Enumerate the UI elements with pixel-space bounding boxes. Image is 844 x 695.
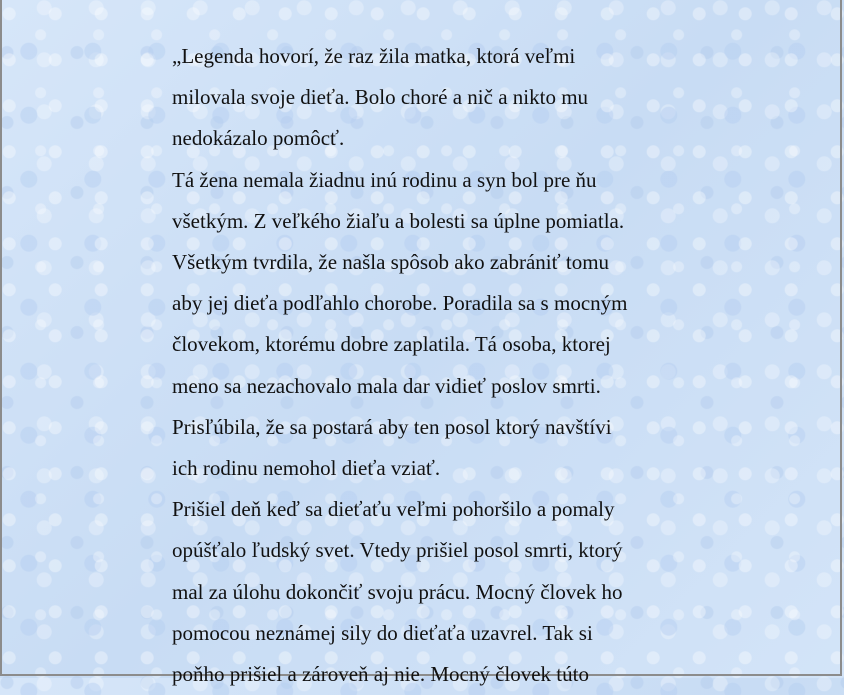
paragraph-3 (172, 489, 712, 695)
paragraph-1 (172, 36, 712, 160)
text-line: ich rodinu nemohol dieťa vziať. (172, 456, 441, 481)
text-line: meno sa nezachovalo mala dar vidieť poslov smrti. (172, 373, 601, 398)
text-line: pomocou neznámej sily do dieťaťa uzavrel. Tak si (172, 620, 593, 645)
text-line: mal za úlohu dokončiť svoju prácu. Mocný človek ho (172, 579, 623, 604)
text-line: aby jej dieťa podľahlo chorobe. Poradila sa s mocným (172, 291, 628, 316)
text-line: opúšťalo ľudský svet. Vtedy prišiel posol smrti, ktorý (172, 538, 623, 563)
paragraph-2 (172, 160, 712, 490)
text-line: Prisľúbila, že sa postará aby ten posol ktorý navštívi (172, 414, 612, 439)
text-line: poňho prišiel a zároveň aj nie. Mocný človek túto (172, 662, 589, 687)
text-line: Prišiel deň keď sa dieťaťu veľmi pohoršilo a pomaly (172, 497, 615, 522)
text-line: „Legenda hovorí, že raz žila matka, ktorá veľmi (172, 44, 576, 68)
text-line: nedokázalo pomôcť. (172, 126, 345, 151)
text-line: Všetkým tvrdila, že našla spôsob ako zabrániť tomu (172, 250, 610, 275)
text-line: človekom, ktorému dobre zaplatila. Tá osoba, ktorej (172, 332, 611, 357)
text-line: Tá žena nemala žiadnu inú rodinu a syn bol pre ňu (172, 167, 597, 192)
document-text (172, 36, 712, 695)
text-line: všetkým. Z veľkého žiaľu a bolesti sa úplne pomiatla. (172, 208, 625, 233)
text-line: milovala svoje dieťa. Bolo choré a nič a nikto mu (172, 85, 589, 110)
